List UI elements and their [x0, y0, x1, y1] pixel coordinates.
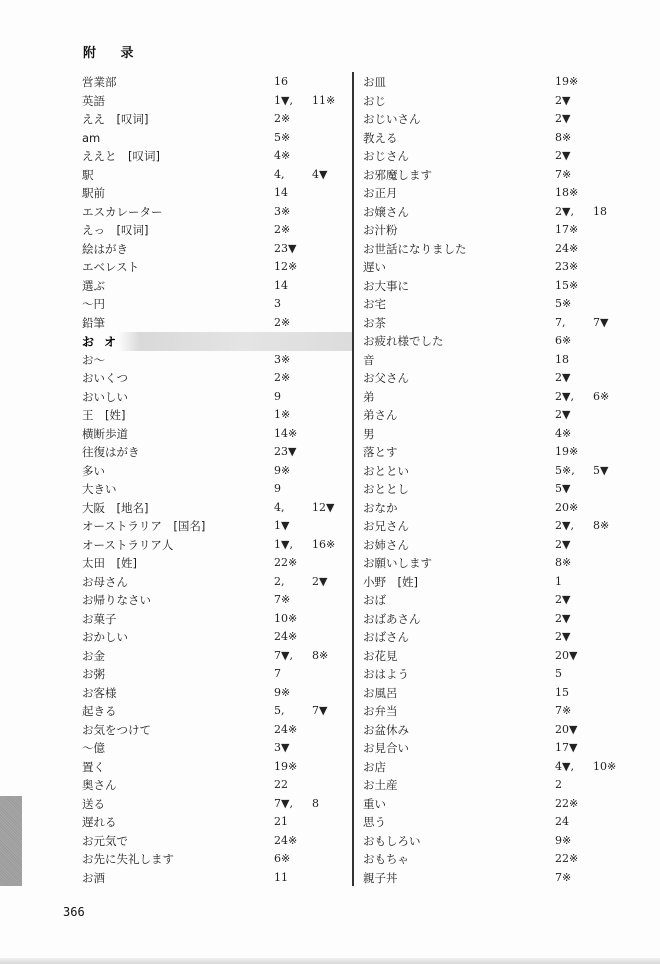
index-entry — [363, 517, 643, 536]
index-entry — [363, 147, 643, 166]
entry-lesson-ref: 2※ — [274, 315, 291, 329]
entry-lesson-ref: 14※ — [274, 426, 298, 440]
entry-lesson-ref: 6※ — [555, 334, 572, 347]
entry-lesson-ref: 5, — [274, 704, 285, 717]
entry-lesson-ref: 6※ — [274, 852, 291, 865]
entry-term: お邪魔します — [363, 167, 432, 182]
entry-term: 鉛筆 — [82, 315, 105, 330]
index-entry — [82, 425, 350, 444]
entry-lesson-ref: 2※ — [274, 223, 291, 236]
index-entry — [363, 665, 643, 684]
index-entry — [363, 221, 643, 240]
entry-term: 大きい — [82, 482, 117, 496]
entry-term: お弁当 — [363, 704, 398, 718]
entry-term: おなか — [363, 500, 398, 515]
entry-lesson-ref: 3※ — [274, 204, 291, 218]
entry-term: エベレスト — [82, 260, 140, 274]
entry-term: 落とす — [363, 445, 398, 459]
index-entry — [363, 628, 643, 647]
index-entry — [82, 129, 350, 148]
entry-lesson-ref: 20▼ — [555, 648, 578, 662]
entry-term: お世話になりました — [363, 241, 467, 256]
entry-lesson-ref-secondary: 18 — [593, 204, 607, 218]
entry-lesson-ref-secondary: 11※ — [312, 93, 336, 107]
entry-lesson-ref-secondary: 10※ — [593, 759, 617, 773]
entry-lesson-ref: 5▼ — [555, 482, 571, 495]
entry-term: お土産 — [363, 778, 398, 792]
entry-lesson-ref: 7 — [274, 667, 281, 680]
index-entry — [82, 92, 350, 111]
entry-lesson-ref: 3▼ — [274, 741, 290, 754]
entry-term: am — [82, 130, 101, 145]
index-entry — [363, 776, 643, 795]
index-entry — [363, 610, 643, 629]
entry-term: お兄さん — [363, 519, 409, 533]
entry-lesson-ref: 17※ — [555, 223, 579, 236]
entry-lesson-ref: 5※ — [555, 297, 572, 310]
entry-lesson-ref: 2▼ — [555, 112, 571, 125]
entry-lesson-ref: 23▼ — [274, 445, 297, 458]
entry-lesson-ref: 12※ — [274, 260, 298, 273]
entry-lesson-ref-secondary: 8 — [312, 796, 319, 810]
entry-term: おととい — [363, 463, 409, 478]
entry-term: 教える — [363, 130, 398, 145]
entry-lesson-ref: 1▼, — [274, 93, 293, 107]
entry-lesson-ref: 2▼ — [555, 149, 571, 162]
entry-term: お菓子 — [82, 611, 117, 626]
index-entry — [82, 462, 350, 481]
entry-lesson-ref: 22 — [274, 778, 288, 791]
entry-lesson-ref: 17▼ — [555, 741, 578, 754]
index-entry — [363, 332, 643, 351]
entry-lesson-ref: 2▼ — [555, 408, 571, 421]
entry-term: 絵はがき — [82, 241, 128, 256]
section-hiragana: お — [82, 335, 95, 349]
entry-lesson-ref-secondary: 6※ — [593, 389, 610, 403]
entry-term: 奥さん — [82, 778, 117, 792]
index-entry — [82, 721, 350, 740]
entry-term: 往復はがき — [82, 445, 140, 459]
index-entry — [363, 739, 643, 758]
entry-term: お盆休み — [363, 722, 409, 737]
index-entry — [363, 240, 643, 259]
section-katakana: オ — [104, 335, 117, 349]
index-entry — [82, 110, 350, 129]
index-entry — [82, 295, 350, 314]
index-entry — [82, 277, 350, 296]
entry-lesson-ref: 14 — [274, 278, 288, 292]
index-entry — [363, 499, 643, 518]
entry-term: おじいさん — [363, 112, 421, 126]
entry-term: お～ — [82, 352, 105, 367]
entry-term: お皿 — [363, 75, 386, 89]
entry-lesson-ref: 24※ — [274, 722, 298, 736]
index-entry — [363, 573, 643, 592]
entry-term: お宅 — [363, 297, 386, 311]
entry-term: お先に失礼します — [82, 852, 174, 866]
entry-lesson-ref: 9※ — [274, 685, 291, 699]
entry-lesson-ref: 7▼, — [274, 796, 293, 810]
entry-lesson-ref: 2▼ — [555, 593, 571, 606]
entry-term: お父さん — [363, 371, 409, 385]
entry-term: 多い — [82, 463, 105, 478]
entry-term: おばあさん — [363, 611, 421, 626]
page-bottom-edge — [0, 958, 660, 964]
entry-lesson-ref: 20▼ — [555, 722, 578, 736]
entry-term: 音 — [363, 352, 375, 367]
index-entry — [82, 166, 350, 185]
entry-term: お元気で — [82, 833, 128, 848]
entry-lesson-ref-secondary: 12▼ — [312, 500, 335, 514]
entry-lesson-ref: 9 — [274, 389, 281, 403]
entry-term: お茶 — [363, 315, 386, 330]
index-entry — [82, 369, 350, 388]
entry-term: オーストラリア人 — [82, 537, 174, 552]
entry-lesson-ref: 4※ — [555, 426, 572, 440]
entry-term: 親子丼 — [363, 870, 398, 885]
index-entry — [82, 869, 350, 888]
entry-term: ～億 — [82, 741, 105, 755]
index-entry — [363, 758, 643, 777]
entry-term: オーストラリア [国名] — [82, 519, 206, 533]
index-entry — [82, 684, 350, 703]
entry-term: おいしい — [82, 389, 128, 404]
index-entry — [82, 702, 350, 721]
entry-lesson-ref: 22※ — [274, 556, 298, 569]
entry-lesson-ref: 4▼, — [555, 759, 574, 773]
entry-lesson-ref: 15 — [555, 685, 569, 699]
entry-term: お気をつけて — [82, 722, 151, 737]
entry-lesson-ref: 21 — [274, 815, 288, 828]
index-entry — [363, 536, 643, 555]
entry-term: 思う — [363, 815, 386, 829]
index-entry — [82, 554, 350, 573]
index-entry — [363, 73, 643, 92]
entry-term: 男 — [363, 426, 375, 441]
entry-lesson-ref: 20※ — [555, 500, 579, 514]
entry-term: 小野 [姓] — [363, 574, 418, 589]
entry-term: おかしい — [82, 630, 128, 644]
entry-lesson-ref: 2▼ — [555, 630, 571, 643]
index-entry — [82, 536, 350, 555]
index-entry — [82, 443, 350, 462]
entry-lesson-ref-secondary: 8※ — [593, 519, 610, 532]
index-entry — [363, 166, 643, 185]
index-entry — [82, 591, 350, 610]
entry-term: ええ [叹词] — [82, 112, 149, 126]
entry-term: おば — [363, 593, 386, 607]
entry-lesson-ref: 22※ — [555, 852, 579, 865]
entry-lesson-ref: 22※ — [555, 796, 579, 810]
index-entry — [363, 795, 643, 814]
entry-lesson-ref: 23▼ — [274, 241, 297, 255]
entry-lesson-ref: 2▼, — [555, 204, 574, 218]
entry-term: お風呂 — [363, 685, 398, 700]
entry-lesson-ref: 5※, — [555, 463, 575, 477]
entry-lesson-ref: 24※ — [274, 833, 298, 847]
page-number: 366 — [63, 905, 85, 919]
entry-term: エスカレーター — [82, 204, 163, 219]
index-entry — [82, 776, 350, 795]
entry-term: お見合い — [363, 741, 409, 755]
entry-lesson-ref: 1※ — [274, 408, 291, 421]
index-entry — [363, 647, 643, 666]
entry-lesson-ref-secondary: 5▼ — [593, 463, 609, 477]
index-entry — [363, 129, 643, 148]
entry-lesson-ref: 9※ — [274, 463, 291, 477]
index-entry — [363, 425, 643, 444]
entry-lesson-ref: 9※ — [555, 833, 572, 847]
entry-term: 遅れる — [82, 815, 117, 829]
entry-lesson-ref-secondary: 7▼ — [312, 704, 328, 717]
index-entry — [82, 832, 350, 851]
entry-term: 弟さん — [363, 408, 398, 422]
entry-term: お嬢さん — [363, 204, 409, 219]
entry-lesson-ref: 7※ — [274, 593, 291, 606]
entry-term: お客様 — [82, 685, 117, 700]
entry-term: お母さん — [82, 574, 128, 589]
entry-lesson-ref: 24 — [555, 815, 569, 828]
index-column-right — [363, 73, 643, 887]
entry-term: お正月 — [363, 186, 398, 200]
entry-lesson-ref: 3 — [274, 297, 281, 310]
index-entry — [82, 314, 350, 333]
index-entry — [363, 462, 643, 481]
entry-term: おじ — [363, 93, 386, 108]
entry-term: おはよう — [363, 667, 409, 681]
index-entry — [82, 628, 350, 647]
entry-lesson-ref: 10※ — [274, 611, 298, 625]
entry-lesson-ref: 2▼, — [555, 389, 574, 403]
entry-lesson-ref-secondary: 7▼ — [593, 315, 609, 329]
entry-lesson-ref: 3※ — [274, 352, 291, 366]
entry-lesson-ref: 15※ — [555, 278, 579, 292]
index-entry — [82, 184, 350, 203]
index-entry — [363, 554, 643, 573]
index-entry — [82, 406, 350, 425]
entry-term: おばさん — [363, 630, 409, 644]
index-entry — [363, 203, 643, 222]
index-entry — [82, 758, 350, 777]
index-entry — [363, 184, 643, 203]
index-entry — [363, 721, 643, 740]
entry-lesson-ref: 4※ — [274, 149, 291, 162]
index-entry — [363, 277, 643, 296]
entry-lesson-ref: 4, — [274, 500, 285, 514]
entry-term: お金 — [82, 648, 105, 663]
entry-term: 英語 — [82, 93, 105, 108]
entry-lesson-ref: 7▼, — [274, 648, 293, 662]
entry-lesson-ref: 5 — [555, 667, 562, 680]
entry-term: お店 — [363, 759, 386, 774]
index-entry — [82, 221, 350, 240]
entry-term: 重い — [363, 796, 386, 811]
index-entry — [363, 388, 643, 407]
entry-term: 駅前 — [82, 186, 105, 200]
entry-lesson-ref-secondary: 2▼ — [312, 574, 328, 588]
entry-lesson-ref: 2 — [555, 778, 562, 791]
entry-lesson-ref: 18※ — [555, 186, 579, 199]
index-entry — [363, 369, 643, 388]
index-entry — [363, 92, 643, 111]
entry-term: 置く — [82, 759, 105, 774]
index-entry — [363, 295, 643, 314]
index-entry — [363, 702, 643, 721]
index-entry — [363, 258, 643, 277]
entry-term: お粥 — [82, 667, 105, 681]
entry-lesson-ref: 2※ — [274, 371, 291, 384]
entry-term: お願いします — [363, 556, 432, 570]
entry-lesson-ref: 2▼ — [555, 93, 571, 107]
index-entry — [82, 739, 350, 758]
entry-term: えっ [叹词] — [82, 223, 149, 237]
entry-lesson-ref: 1▼, — [274, 537, 293, 551]
entry-lesson-ref: 8※ — [555, 556, 572, 569]
index-entry — [82, 388, 350, 407]
entry-term: 駅 — [82, 167, 94, 182]
entry-lesson-ref: 14 — [274, 186, 288, 199]
entry-lesson-ref: 7, — [555, 315, 566, 329]
entry-lesson-ref: 2※ — [274, 112, 291, 125]
entry-term: 営業部 — [82, 75, 117, 89]
entry-lesson-ref: 9 — [274, 482, 281, 495]
entry-lesson-ref: 5※ — [274, 130, 291, 144]
entry-term: お疲れ様でした — [363, 334, 444, 348]
index-entry — [363, 406, 643, 425]
index-entry — [82, 850, 350, 869]
entry-lesson-ref: 2▼ — [555, 371, 571, 384]
index-entry — [82, 73, 350, 92]
entry-term: 大阪 [地名] — [82, 500, 149, 515]
index-entry — [363, 480, 643, 499]
entry-term: お酒 — [82, 870, 105, 885]
entry-lesson-ref-secondary: 8※ — [312, 648, 329, 662]
entry-term: おもちゃ — [363, 852, 409, 866]
index-entry — [82, 647, 350, 666]
entry-term: お帰りなさい — [82, 593, 151, 607]
entry-term: お姉さん — [363, 537, 409, 552]
entry-lesson-ref: 7※ — [555, 167, 572, 181]
index-entry — [82, 795, 350, 814]
index-entry — [82, 610, 350, 629]
entry-lesson-ref: 18 — [555, 352, 569, 366]
index-entry — [363, 813, 643, 832]
entry-lesson-ref: 19※ — [555, 445, 579, 458]
index-entry — [363, 591, 643, 610]
entry-term: お花見 — [363, 648, 398, 663]
appendix-header: 附 录 — [83, 46, 144, 61]
entry-lesson-ref: 2▼ — [555, 611, 571, 625]
entry-lesson-ref: 2▼, — [555, 519, 574, 532]
index-entry — [363, 869, 643, 888]
index-entry — [82, 203, 350, 222]
entry-term: お汁粉 — [363, 223, 398, 237]
index-column-left — [82, 73, 350, 887]
entry-lesson-ref: 2, — [274, 574, 285, 588]
entry-lesson-ref: 8※ — [555, 130, 572, 144]
index-entry — [363, 314, 643, 333]
entry-term: 選ぶ — [82, 278, 105, 293]
index-entry — [82, 813, 350, 832]
entry-lesson-ref-secondary: 4▼ — [312, 167, 328, 181]
entry-lesson-ref: 1 — [555, 574, 562, 588]
entry-term: お大事に — [363, 278, 409, 293]
entry-term: 王 [姓] — [82, 408, 126, 422]
entry-term: おいくつ — [82, 371, 128, 385]
index-entry — [82, 573, 350, 592]
entry-lesson-ref: 19※ — [274, 759, 298, 773]
index-entry — [363, 110, 643, 129]
entry-lesson-ref: 4, — [274, 167, 285, 181]
entry-term: おととし — [363, 482, 409, 496]
index-entry — [82, 258, 350, 277]
index-entry — [82, 517, 350, 536]
entry-term: 遅い — [363, 260, 386, 274]
entry-lesson-ref: 23※ — [555, 260, 579, 273]
index-entry — [82, 665, 350, 684]
entry-lesson-ref: 11 — [274, 870, 288, 884]
entry-term: おじさん — [363, 149, 409, 163]
entry-lesson-ref: 2▼ — [555, 537, 571, 551]
entry-term: 横断歩道 — [82, 426, 128, 441]
entry-term: ～円 — [82, 297, 105, 311]
index-entry — [82, 499, 350, 518]
entry-lesson-ref: 1▼ — [274, 519, 290, 532]
thumb-index-tab — [0, 796, 22, 886]
entry-lesson-ref: 7※ — [555, 870, 572, 884]
entry-term: ええと [叹词] — [82, 149, 160, 163]
entry-term: 送る — [82, 796, 105, 811]
index-entry — [82, 240, 350, 259]
index-entry — [363, 850, 643, 869]
index-entry — [363, 684, 643, 703]
entry-lesson-ref: 24※ — [555, 241, 579, 255]
index-entry — [363, 443, 643, 462]
section-header-o — [80, 332, 352, 351]
entry-lesson-ref: 24※ — [274, 630, 298, 643]
entry-term: 弟 — [363, 389, 375, 404]
index-entry — [82, 351, 350, 370]
entry-lesson-ref: 19※ — [555, 75, 579, 88]
entry-term: 太田 [姓] — [82, 556, 137, 570]
entry-term: 起きる — [82, 704, 117, 718]
entry-term: おもしろい — [363, 833, 421, 848]
entry-lesson-ref: 16 — [274, 75, 288, 88]
entry-lesson-ref-secondary: 16※ — [312, 537, 336, 551]
index-entry — [82, 147, 350, 166]
index-entry — [363, 351, 643, 370]
index-entry — [82, 480, 350, 499]
index-entry — [363, 832, 643, 851]
column-divider — [352, 72, 354, 886]
entry-lesson-ref: 7※ — [555, 704, 572, 717]
